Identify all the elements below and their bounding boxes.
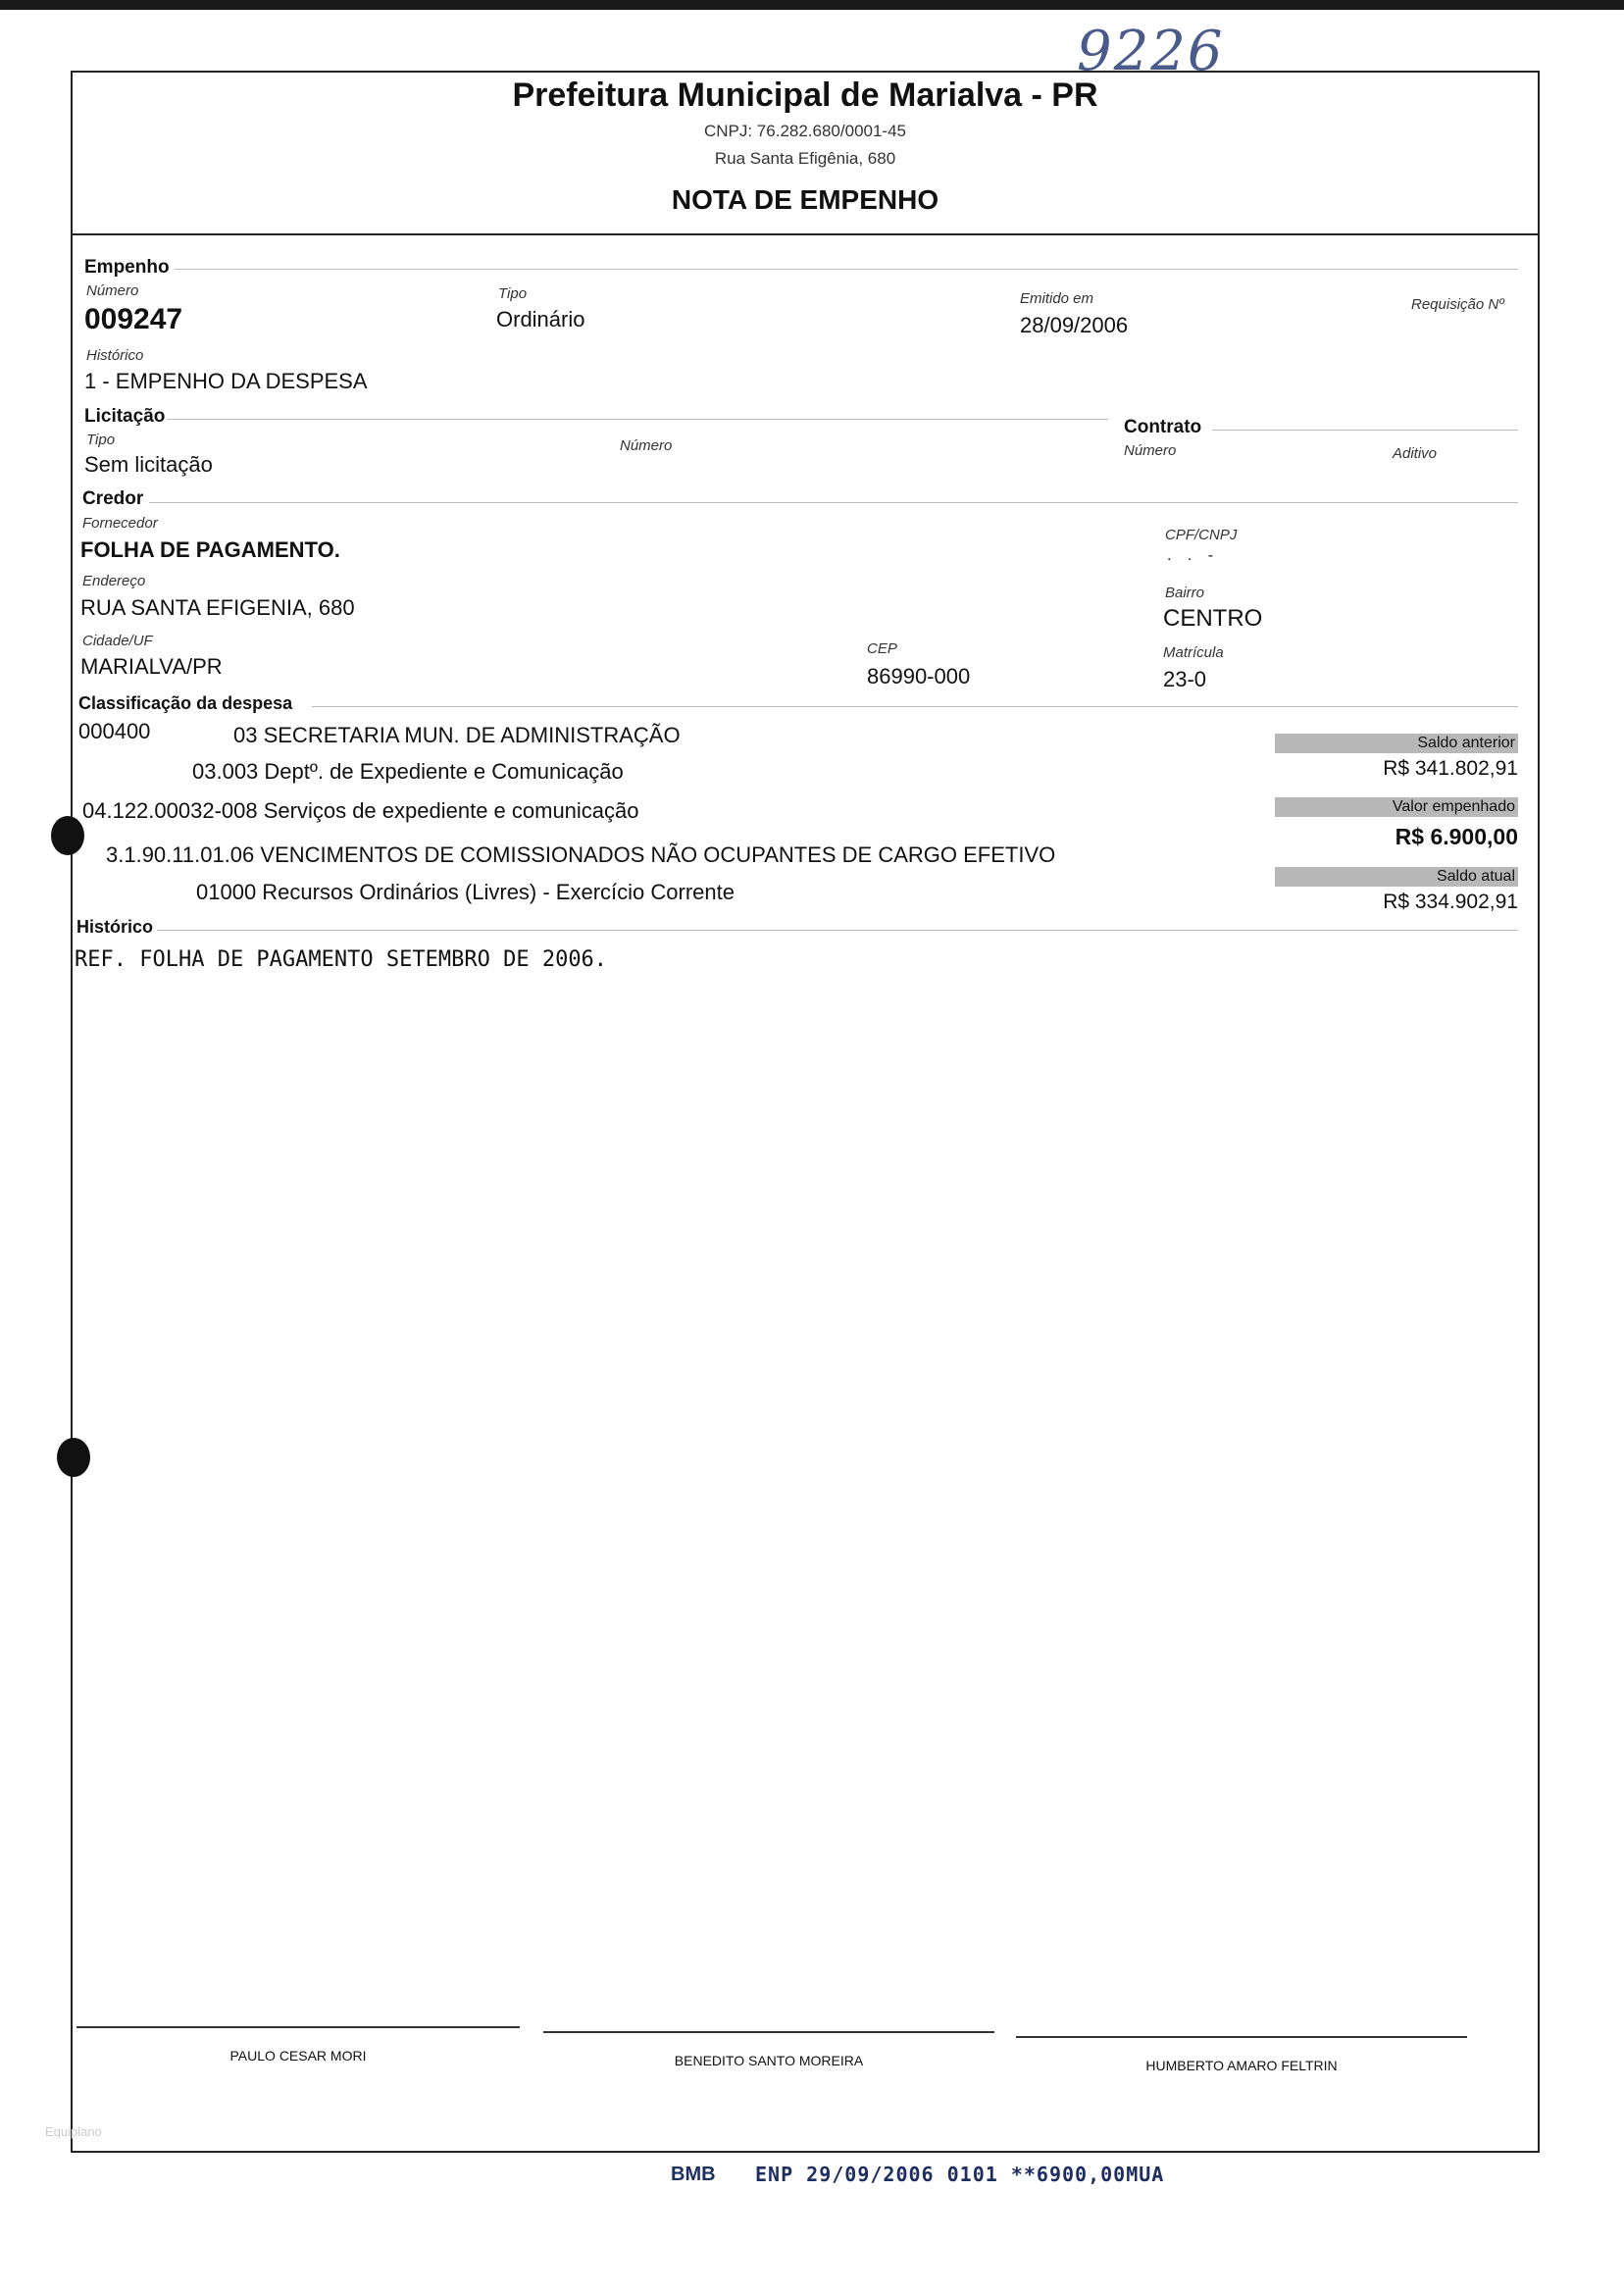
header-address: Rua Santa Efigênia, 680	[714, 149, 896, 168]
scan-top-edge	[0, 0, 1624, 10]
section-credor: Credor	[82, 488, 144, 509]
emitido-date: 28/09/2006	[1020, 313, 1129, 337]
emitido-label: Emitido em	[1020, 290, 1094, 307]
stamp-logo: BMB	[671, 2164, 716, 2185]
handwritten-page-number: 9226	[1077, 20, 1225, 83]
empenho-tipo-label: Tipo	[498, 285, 528, 302]
header-divider	[71, 233, 1540, 235]
classificacao-secretaria: 03 SECRETARIA MUN. DE ADMINISTRAÇÃO	[233, 723, 681, 747]
signature-name-3: HUMBERTO AMARO FELTRIN	[1145, 2058, 1338, 2073]
requisicao-label: Requisição Nº	[1411, 296, 1504, 313]
cpf-cnpj: . . -	[1167, 547, 1220, 564]
empenho-numero-label: Número	[86, 282, 139, 299]
software-watermark: Equiplano	[45, 2124, 102, 2139]
classificacao-code: 000400	[78, 719, 151, 743]
cpf-cnpj-label: CPF/CNPJ	[1165, 527, 1238, 543]
signature-name-1: PAULO CESAR MORI	[229, 2048, 367, 2064]
classificacao-elemento: 3.1.90.11.01.06 VENCIMENTOS DE COMISSIONADOS NÃO OCUPANTES DE CARGO EFETIVO	[106, 842, 1056, 867]
empenho-numero: 009247	[84, 303, 183, 335]
saldo-anterior-value: R$ 341.802,91	[1383, 757, 1518, 780]
punch-hole	[57, 1438, 90, 1477]
classificacao-programa: 04.122.00032-008 Serviços de expediente e comunicação	[82, 798, 639, 823]
section-historico: Histórico	[76, 917, 154, 937]
section-rule	[1212, 430, 1518, 431]
machine-stamp: ENP 29/09/2006 0101 **6900,00MUA	[755, 2163, 1165, 2186]
saldo-atual-label: Saldo atual	[1275, 867, 1518, 887]
punch-hole	[51, 816, 84, 855]
section-rule	[175, 269, 1518, 270]
section-classificacao: Classificação da despesa	[78, 693, 293, 713]
fornecedor-label: Fornecedor	[82, 515, 158, 532]
document-title: NOTA DE EMPENHO	[671, 184, 939, 215]
section-rule	[157, 930, 1518, 931]
matricula: 23-0	[1163, 667, 1207, 691]
saldo-anterior-label: Saldo anterior	[1275, 734, 1518, 753]
classificacao-departamento: 03.003 Deptº. de Expediente e Comunicação	[192, 759, 624, 784]
saldo-atual-value: R$ 334.902,91	[1383, 891, 1518, 913]
licitacao-tipo: Sem licitação	[84, 452, 213, 477]
valor-empenhado-label: Valor empenhado	[1275, 797, 1518, 817]
empenho-tipo: Ordinário	[496, 307, 585, 331]
cidade: MARIALVA/PR	[80, 654, 223, 679]
section-rule	[312, 706, 1518, 707]
historico-text: REF. FOLHA DE PAGAMENTO SETEMBRO DE 2006.	[75, 947, 608, 972]
section-rule	[149, 502, 1518, 503]
signature-line	[543, 2031, 994, 2033]
fornecedor: FOLHA DE PAGAMENTO.	[80, 537, 340, 562]
cep: 86990-000	[867, 664, 971, 688]
header-cnpj: CNPJ: 76.282.680/0001-45	[703, 122, 907, 140]
section-contrato: Contrato	[1124, 417, 1202, 437]
licitacao-tipo-label: Tipo	[86, 432, 116, 448]
bairro-label: Bairro	[1165, 585, 1205, 601]
licitacao-numero-label: Número	[620, 437, 673, 454]
contrato-numero-label: Número	[1124, 442, 1177, 459]
valor-empenhado-value: R$ 6.900,00	[1395, 824, 1518, 849]
section-licitacao: Licitação	[84, 406, 166, 427]
page-title: Prefeitura Municipal de Marialva - PR	[512, 76, 1098, 114]
endereco: RUA SANTA EFIGENIA, 680	[80, 595, 355, 620]
signature-line	[1016, 2036, 1467, 2038]
section-empenho: Empenho	[84, 257, 170, 278]
section-rule	[167, 419, 1108, 420]
bairro: CENTRO	[1163, 605, 1263, 632]
classificacao-recurso: 01000 Recursos Ordinários (Livres) - Exercício Corrente	[196, 880, 735, 904]
endereco-label: Endereço	[82, 573, 146, 589]
contrato-aditivo-label: Aditivo	[1393, 445, 1438, 462]
cep-label: CEP	[867, 640, 897, 657]
cidade-label: Cidade/UF	[82, 633, 153, 649]
signature-name-2: BENEDITO SANTO MOREIRA	[674, 2053, 864, 2068]
matricula-label: Matrícula	[1163, 644, 1224, 661]
empenho-historico-label: Histórico	[86, 347, 144, 364]
signature-line	[76, 2026, 520, 2028]
empenho-historico: 1 - EMPENHO DA DESPESA	[84, 369, 368, 393]
